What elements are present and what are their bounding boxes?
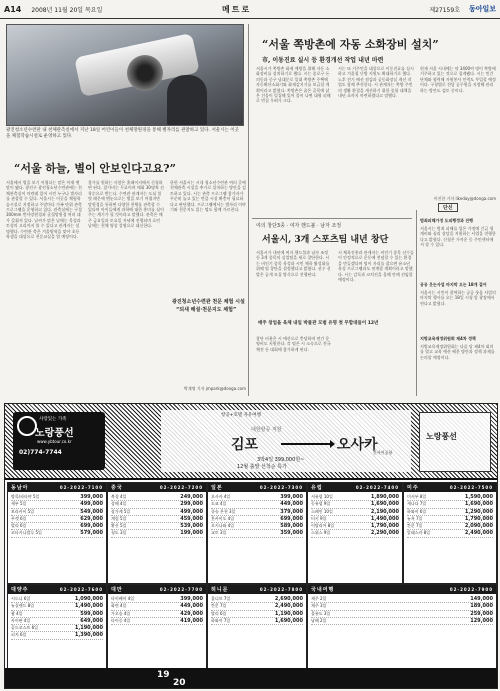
mid-body-col-1: 서울시가 내년에 여자 핸드볼과 남자 조정 등 3개 종목의 실업팀을 새로 창단한다. 시는 비인기 종목 육성과 시민 체육 활성화를 위해 팀 창단을 결정했다고 밝혔다. 선수 선발은 공개 모집 방식으로 진행된다. [256, 250, 331, 277]
ad-cell-rows [308, 594, 496, 627]
product-name: 알래스카 8일 [407, 530, 431, 536]
product-name: 오키나와 4일 [211, 523, 235, 529]
brief-tag: 단신 [438, 203, 458, 212]
destination-city: 오사카 [337, 437, 378, 453]
product-price: 2,190,000 [370, 508, 399, 515]
photo-caption: 광진청소년수련관 내 천체관측실에서 지난 18일 어린이들이 천체망원경을 통해 별자리를 관찰하고 있다. 서울시는 이곳을 체험학습시설로 운영하고 있다. [6, 128, 239, 139]
product-name: 괌 4일 [11, 610, 23, 616]
ad-product-row [11, 501, 103, 508]
product-name: 울릉도 3일 [311, 610, 331, 616]
product-price: 399,000 [80, 494, 103, 500]
product-price: 1,390,000 [74, 632, 103, 639]
product-name: 골드코스트 6일 [11, 625, 39, 631]
ad-cell-title [108, 585, 206, 594]
ad-product-grid [5, 480, 497, 686]
mid-subhead: 매주 창업을 육체 내일 박물관 모범 유명 첫 무합대들이 12년 [258, 321, 379, 326]
product-name: 오사카 4일 [211, 494, 231, 499]
ad-product-row [11, 530, 103, 537]
footer-date-1: 19 [157, 670, 170, 680]
product-price: 699,000 [80, 523, 103, 530]
ad-product-row [11, 611, 103, 618]
ad-cell-rows [308, 492, 402, 540]
product-name: 홋카이도 4일 [211, 515, 235, 521]
ad-product-row [407, 501, 493, 508]
product-price: 699,000 [280, 515, 303, 522]
product-name: 발리 6일 [11, 523, 27, 529]
product-price: 2,490,000 [274, 603, 303, 610]
product-price: 539,000 [180, 523, 203, 530]
ad-product-row [311, 596, 493, 603]
left-body-col-1: 서울에서 별을 보기 어렵다는 말은 이제 옛말이 됐다. 광진구 광진청소년수련관에는 천체관측실이 마련돼 있어 시민 누구나 별자리를 관찰할 수 있다. 서울시는 이곳을 체험학습시설로 지정하고 주말마다 가족 단위 관측 프로그램을 운영하고 있다. 관측실에는 구경 300mm 반사망원경과 굴절망원경 여러 대가 갖춰져 있다. 날씨가 맑은 날에는 목성과 토성의 고리까지 볼 수 있다고 관계자는 설명했다. 수련관 측은 겨울방학을 맞아 초등학생을 대상으로 천문교실을 열 예정이다. [6, 180, 82, 240]
product-price: 649,000 [80, 617, 103, 624]
ad-cell-rows [404, 492, 496, 540]
product-price: 1,590,000 [464, 494, 493, 500]
ad-cell-title [404, 483, 496, 492]
product-name: 타이베이 4일 [111, 596, 135, 601]
product-name: 코타키나발루 5일 [11, 530, 42, 536]
right-logo-text: 노랑풍선 [426, 432, 457, 441]
ad-cell-2 [207, 482, 307, 584]
ad-cell-phone: 02-2022-7600 [59, 587, 103, 592]
product-price: 499,000 [180, 508, 203, 515]
ad-cell-title [8, 585, 106, 594]
product-name: 가오슝 4일 [111, 610, 131, 616]
product-name: 뉴질랜드 8일 [11, 603, 35, 609]
right-subhead: 市, 이동진료 실시 등 환경개선 작업 내년 마련 [262, 57, 384, 64]
product-name: 동유럽 9일 [311, 501, 331, 507]
right-body-col-2: 시는 또 거주민을 대상으로 이동진료를 실시하고 겨울철 난방 지원도 확대하기로 했다. 노후 전기 배선 점검과 공동화장실 개선 작업도 함께 추진한다. 시 관계자는 쪽방 주민의 생활 환경을 개선하기 위한 종합 대책을 내년 초까지 마련하겠다고 말했다. [338, 66, 414, 99]
product-price: 2,090,000 [464, 523, 493, 530]
ad-cell-phone: 02-2022-7300 [259, 485, 303, 490]
product-name: 남해 2일 [311, 617, 327, 623]
ad-cell-title-text: 동남아 [11, 485, 29, 491]
mid-headline: 서울시, 3개 스포츠팀 내년 창단 [262, 235, 389, 245]
product-price: 399,000 [280, 494, 303, 500]
ad-cell-1 [107, 482, 207, 584]
page-number: A14 [4, 4, 22, 14]
product-name: 보라카이 5일 [11, 508, 35, 514]
product-name: 장가계 5일 [111, 508, 131, 514]
ad-cell-rows [8, 492, 106, 540]
product-name: 상해 4일 [111, 501, 127, 507]
product-price: 1,190,000 [274, 610, 303, 617]
right-body-col-3: 현재 서울 시내에는 약 3400여 명이 쪽방에 거주하고 있는 것으로 집계됐다. 시는 민간 단체와 협력해 자원봉사 인력도 투입할 예정이다. 구청별로 전담 공무원을 지정해 관리하는 방안도 검토 중이다. [420, 66, 496, 93]
ad-price-1: 3박4일 399,000원~ [257, 457, 305, 463]
ad-cell-phone: 02-2022-7800 [259, 587, 303, 592]
child-figure [167, 75, 207, 125]
product-price: 199,000 [180, 530, 203, 537]
right-body-col-1: 서울시가 쪽방촌 화재 예방을 위해 자동 소화장비를 설치하기로 했다. 시는 종로구 돈의동과 중구 남대문로 일대 쪽방촌 주택에 자동확산소화기와 화재감지기를 보급할 계획이라고 밝혔다. 쪽방촌은 좁은 골목에 낡은 건물이 밀집해 있어 불이 나면 대형 피해로 번질 우려가 크다. [256, 66, 331, 104]
ad-cell-phone: 02-2022-7400 [355, 485, 399, 490]
left-byline: 박재명 기자 jmpark@donga.com [183, 386, 246, 391]
product-name: 사이판 4일 [11, 617, 31, 623]
ad-product-row [407, 509, 493, 516]
brief-item-3: 지방교육재정위원회 제4차 정책 [420, 336, 476, 341]
brand-tagline: 사랑있는 가족 [39, 417, 67, 422]
left-subhead-2: “되새 해설·천문지도 체험” [176, 307, 237, 313]
left-headline: “서울 하늘, 별이 안보인다고요?” [14, 162, 176, 175]
product-price: 1,690,000 [274, 617, 303, 624]
left-subhead-1: 광진청소년수련관 천문 체험 시설 [172, 299, 245, 305]
right-headline: “서울 쪽방촌에 자동 소화장비 설치” [262, 38, 439, 51]
ad-cell-title [208, 483, 306, 492]
ad-cell-6 [107, 584, 207, 670]
travel-advertisement [4, 403, 498, 689]
product-price: 399,000 [180, 596, 203, 602]
product-price: 129,000 [470, 617, 493, 624]
ad-cell-rows [208, 492, 306, 540]
product-name: 미서부 8일 [407, 494, 427, 499]
ad-cell-phone: 02-2022-7200 [159, 485, 203, 490]
product-name: 캐나다 7일 [407, 501, 427, 507]
product-name: 서유럽 10일 [311, 494, 333, 499]
product-name: 뉴욕 7일 [407, 515, 423, 521]
product-price: 299,000 [180, 501, 203, 508]
product-name: 터키 9일 [311, 515, 327, 521]
ad-cell-phone: 02-2022-7100 [59, 485, 103, 490]
product-price: 2,490,000 [464, 530, 493, 537]
product-name: 계림 5일 [111, 515, 127, 521]
brief-body-3: 지방교육재정위원회는 다음 달 제4차 회의를 열고 교육 예산 배분 방안과 정책 과제를 논의할 예정이다. [420, 344, 495, 360]
mid-kicker: 여의 창단3종 · 여자 핸드볼 · 남자 조정 [256, 223, 342, 229]
ad-cell-0 [7, 482, 107, 584]
product-name: 도쿄 4일 [211, 501, 227, 507]
ad-product-row [111, 530, 203, 537]
ad-product-row [311, 509, 399, 516]
ad-product-row [111, 618, 203, 625]
ad-cell-rows [108, 492, 206, 540]
product-name: 하와이 7일 [211, 617, 231, 623]
product-price: 1,090,000 [74, 596, 103, 602]
product-price: 549,000 [80, 508, 103, 515]
product-name: 스위스 9일 [311, 530, 331, 536]
ad-price-2: 12월 출발 선착순 특가 [237, 464, 287, 470]
product-name: 발리 6일 [211, 610, 227, 616]
ad-cell-rows [108, 594, 206, 627]
section-title: 메트로 [222, 4, 252, 14]
ad-product-row [311, 618, 493, 625]
product-name: 칸쿤 7일 [407, 523, 423, 529]
product-price: 379,000 [280, 508, 303, 515]
ad-cell-rows [8, 594, 106, 642]
brand-url: www.ybtour.co.kr [37, 439, 72, 444]
ad-brand-box [13, 412, 105, 470]
product-price: 629,000 [80, 515, 103, 522]
left-body-col-3: 한편 서울시는 시내 청소년수련관 여러 곳에 천체관측 시설을 추가로 설치하는 방안을 검토하고 있다. 시는 관측 프로그램 참가자가 꾸준히 늘고 있는 만큼 시설 확충이 필요하다고 판단했다. 프로그램에서는 별자리 이야기와 천문지도 읽는 법도 함께 가르친다. [170, 180, 246, 213]
ad-cell-title-text: 중국 [111, 485, 123, 491]
ad-product-row [211, 501, 303, 508]
product-name: 제주 3일 [311, 603, 327, 609]
ad-banner [5, 404, 497, 480]
product-name: 청도 3일 [111, 530, 127, 536]
route-label: 대한항공 직항 [251, 427, 282, 433]
product-name: 몰디브 7일 [211, 596, 231, 601]
ad-product-row [311, 611, 493, 618]
product-name: 칸쿤 7일 [211, 603, 227, 609]
ad-cell-title-text: 국내여행 [311, 587, 335, 593]
telescope-lens [127, 55, 163, 91]
ad-product-row [211, 603, 303, 610]
product-price: 449,000 [180, 603, 203, 610]
product-price: 2,690,000 [274, 596, 303, 602]
brand-logo-icon [17, 416, 37, 436]
column-divider [248, 24, 249, 396]
ad-cell-title-text: 허니문 [211, 587, 229, 593]
product-price: 359,000 [280, 530, 303, 537]
ad-cell-3 [307, 482, 403, 584]
ad-product-row [111, 501, 203, 508]
ad-cell-title [308, 585, 496, 594]
brief-item-1: 범죄피해가정 도피행정과 진행 [420, 218, 474, 223]
issue-number: 제27159호 [429, 6, 460, 14]
product-price: 449,000 [280, 501, 303, 508]
product-price: 149,000 [470, 596, 493, 602]
brand-phone: 02)774-7744 [19, 449, 62, 456]
product-price: 589,000 [280, 523, 303, 530]
product-name: 이탈리아 8일 [311, 523, 335, 529]
ad-product-row [311, 501, 399, 508]
ad-cell-title-text: 미주 [407, 485, 419, 491]
ad-product-row [11, 632, 103, 639]
ad-product-row [211, 509, 303, 516]
ad-product-row [407, 530, 493, 537]
product-price: 459,000 [180, 515, 203, 522]
issue-date: 2008년 11월 20일 목요일 [31, 6, 103, 14]
ad-product-row [11, 603, 103, 610]
left-body-col-2: 참가를 원하는 사람은 홈페이지에서 신청하면 된다. 참가비는 무료이며 매회 30명씩 선착순으로 받는다. 수련관 관계자는 도심 불빛 때문에 맨눈으로는 별을 보기 어렵지만 망원경을 통하면 다양한 천체를 관측할 수 있다며 아이들에게 과학에 대한 흥미를 심어주는 계기가 될 것이라고 말했다. 관측은 매주 금요일과 토요일 저녁에 진행되며 흐린 날에는 천체 영상 상영으로 대신한다. [88, 180, 164, 229]
ad-cell-title [8, 483, 106, 492]
ad-destination-panel [161, 410, 411, 472]
paper-logo: 동아일보 [468, 5, 496, 13]
ad-cell-title [208, 585, 306, 594]
ad-product-row [211, 618, 303, 625]
ad-product-row [211, 611, 303, 618]
product-name: 타이중 4일 [111, 617, 131, 623]
ad-product-row [311, 603, 493, 610]
ad-cell-title-text: 대양주 [11, 587, 29, 593]
ad-footer [5, 668, 497, 688]
product-price: 1,790,000 [370, 523, 399, 530]
brief-divider [416, 210, 417, 396]
product-price: 419,000 [180, 617, 203, 624]
ad-product-row [211, 530, 303, 537]
ad-cell-phone: 02-2022-7700 [159, 587, 203, 592]
ad-cell-title [108, 483, 206, 492]
ad-cell-5 [7, 584, 107, 670]
masthead [0, 0, 500, 19]
product-price: 579,000 [80, 530, 103, 537]
product-price: 1,790,000 [464, 515, 493, 522]
ad-cell-8 [307, 584, 497, 670]
product-name: 스페인 10일 [311, 508, 333, 514]
mid-body-col-1b: 창단 비용은 시 예산으로 충당하며 연간 운영비도 지원한다. 각 팀은 시 소속으로 전국체전 등 대회에 참가하게 된다. [256, 336, 331, 352]
ad-cell-rows [208, 594, 306, 627]
product-name: 북경 4일 [111, 494, 127, 499]
product-price: 1,890,000 [370, 494, 399, 500]
product-name: 시드니 6일 [11, 596, 31, 601]
mid-body-col-2: 시 체육진흥과 관계자는 비인기 종목 선수들이 안정적으로 운동에 전념할 수 있는 환경을 만들겠다며 팀이 자리를 잡으면 유소년 육성 프로그램과도 연계할 계획이라고 말했다. 시는 감독과 코치진을 올해 안에 선임할 예정이다. [338, 250, 414, 283]
ad-cell-title-text: 유럽 [311, 485, 323, 491]
ad-cell-4 [403, 482, 497, 584]
product-name: 교토 3일 [211, 530, 227, 536]
ad-cell-phone: 02-2022-7500 [449, 485, 493, 490]
ad-cell-title [308, 483, 402, 492]
route-arrow-icon [281, 443, 331, 445]
ad-right-logo [419, 412, 491, 472]
ad-product-row [11, 509, 103, 516]
product-price: 499,000 [80, 501, 103, 508]
product-name: 세부 5일 [11, 501, 27, 507]
ad-product-row [311, 530, 399, 537]
ad-cell-title-text: 대만 [111, 587, 123, 593]
product-price: 249,000 [180, 494, 203, 500]
product-name: 화련 4일 [111, 603, 127, 609]
ad-product-row [111, 611, 203, 618]
product-name: 피지 6일 [11, 632, 27, 638]
product-price: 189,000 [470, 603, 493, 610]
brief-body-1: 서울시는 범죄 피해를 입은 가정에 긴급 생계비와 심리 상담을 지원하는 사업을 진행한다고 밝혔다. 신청은 가까운 동 주민센터에서 할 수 있다. [420, 226, 496, 248]
product-price: 429,000 [180, 610, 203, 617]
product-price: 1,690,000 [464, 501, 493, 508]
product-price: 1,190,000 [74, 625, 103, 632]
product-price: 259,000 [470, 610, 493, 617]
brand-name: 노랑풍선 [35, 428, 74, 439]
ad-cell-7 [207, 584, 307, 670]
footer-date-2: 20 [173, 678, 186, 688]
ad-product-row [111, 509, 203, 516]
product-price: 1,290,000 [464, 508, 493, 515]
mid-rule [252, 218, 412, 219]
right-byline: 이진한 기자 likeday@donga.com [433, 196, 496, 201]
brief-body-2: 서울시는 시민이 참여하는 공공 웃음 사업의 마지막 행사를 오는 18일 시청 앞 광장에서 연다고 밝혔다. [420, 290, 496, 306]
ad-tagline: 항공+호텔 자유여행 [221, 413, 261, 418]
ad-cell-title-text: 일본 [211, 485, 223, 491]
product-name: 큐슈 온천 3일 [211, 508, 236, 514]
product-price: 2,290,000 [370, 530, 399, 537]
product-name: 푸켓 6일 [11, 515, 27, 521]
product-price: 599,000 [80, 610, 103, 617]
brief-item-2: 공공 웃는사업 마지막 오는 18개 걸어 [420, 282, 487, 287]
product-name: 제주 2일 [311, 596, 327, 601]
product-price: 1,690,000 [370, 501, 399, 508]
product-name: 하와이 6일 [407, 508, 427, 514]
origin-city: 김포 [231, 437, 259, 453]
product-price: 1,490,000 [74, 603, 103, 610]
destination-sub: 간사이공항 [373, 450, 393, 455]
telescope-photo [6, 24, 244, 126]
ad-product-row [111, 603, 203, 610]
product-name: 황산 5일 [111, 523, 127, 529]
product-price: 1,490,000 [370, 515, 399, 522]
ad-cell-phone: 02-2022-7900 [449, 587, 493, 592]
product-name: 방콕/파타야 5일 [11, 494, 40, 499]
